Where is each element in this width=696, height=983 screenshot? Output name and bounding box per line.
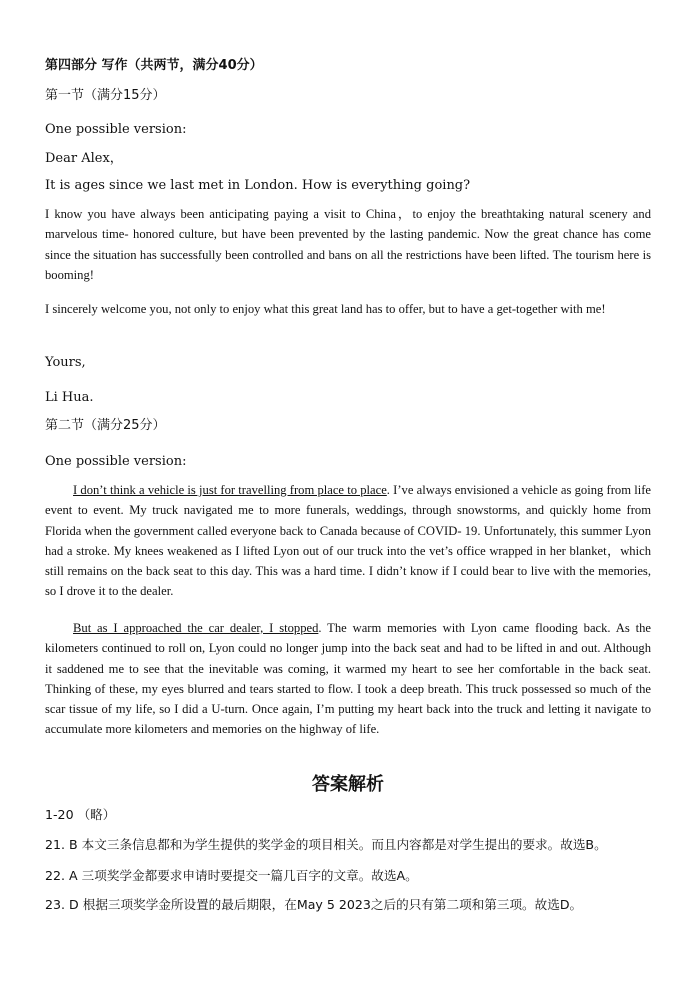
answers-title: 答案解析 — [312, 774, 384, 795]
story-paragraph-2-text: . The warm memories with Lyon came flooding back. As the kilometers continued to roll on, Lyon could no longer jump into the back seat and had to be lifted in and out. Although it saddened me to see that the inevitable was coming, it warmed my heart to see her comfortable in the back seat. Thinking of these, my eyes blurred and tears started to flow. I took a deep breath. This truck possessed so much of the scar tissue of my life, so I did a U-turn. Once again, I’m putting my heart back into the truck and letting it navigate to accumulate more kilometers and memories on the highway of life. — [45, 621, 651, 737]
answer-item-21: 21. B 本文三条信息都和为学生提供的奖学金的项目相关。而且内容都是对学生提出的要求。故选B。 — [45, 837, 607, 852]
part2-heading: 第二节（满分25分） — [45, 418, 166, 433]
story-first-sentence: I don’t think a vehicle is just for travelling from place to place — [73, 483, 387, 497]
section-header: 第四部分 写作（共两节，满分40分） — [45, 58, 263, 73]
letter-greeting: Dear Alex， — [45, 151, 123, 166]
answer-item-1: 1-20 （略） — [45, 807, 116, 822]
story-paragraph-2 — [45, 618, 651, 740]
letter-paragraph-3: I sincerely welcome you, not only to enjoy what this great land has to offer, but to have a get-together with me! — [45, 302, 606, 316]
story-paragraph-1 — [45, 480, 651, 602]
letter-paragraph-2: I know you have always been anticipating paying a visit to China，to enjoy the breathtaking natural scenery and marvelous time- honored culture, but have been prevented by the lasting pandemic. Now the great chance has come since the situation has successfully been controlled and bans on all the restrictions have been lifted. The tourism here is booming! — [45, 207, 651, 282]
answer-item-22: 22. A 三项奖学金都要求申请时要提交一篇几百字的文章。故选A。 — [45, 868, 418, 883]
part2-intro: One possible version: — [45, 454, 187, 469]
letter-paragraph-1: It is ages since we last met in London. How is everything going? — [45, 178, 471, 193]
letter-closing: Yours, — [45, 355, 86, 370]
answer-item-23: 23. D 根据三项奖学金所设置的最后期限，在May 5 2023之后的只有第二项和第三项。故选D。 — [45, 897, 583, 912]
part1-intro: One possible version: — [45, 122, 187, 137]
story-second-sentence: But as I approached the car dealer, I stopped — [73, 621, 319, 635]
part1-heading: 第一节（满分15分） — [45, 88, 166, 103]
story-paragraph-1-text: . I’ve always envisioned a vehicle as going from life event to event. My truck navigated me to more funerals, weddings, through snowstorms, and quickly home from Florida when the government called everyone back to Canada because of COVID- 19. Unfortunately, this summer Lyon had a stroke. My knees weakened as I lifted Lyon out of our truck into the vet’s office wrapped in her blanket，which still remains on the back seat to this day. This was a hard time. I didn’t know if I could bear to live with the memories, so I drove it to the dealer. — [45, 483, 651, 599]
letter-signature: Li Hua. — [45, 390, 94, 405]
